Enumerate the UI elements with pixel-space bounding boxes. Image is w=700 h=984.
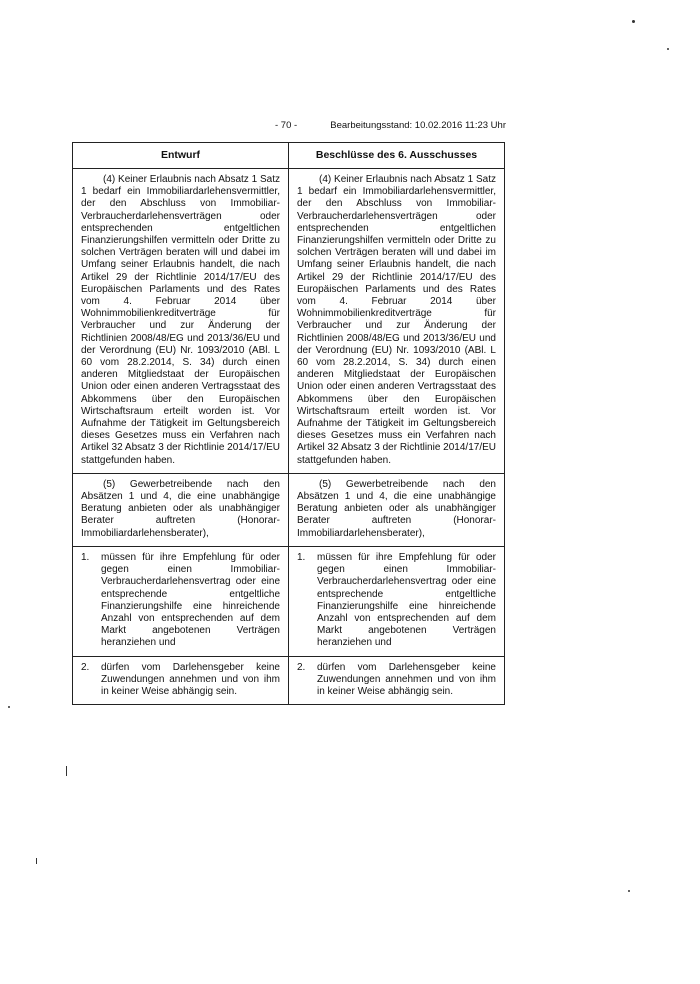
- draft-cell: [73, 169, 289, 474]
- draft-cell: [73, 656, 289, 705]
- list-item: [297, 552, 496, 650]
- paragraph-5-draft: (5) Gewerbetreibende nach den Absätzen 1 und 4, die eine unabhängige Beratung anbieten oder als unabhängiger Berater auftreten (Honorar-Immobiliardarlehensberater),: [81, 478, 280, 539]
- item-2-committee: dürfen vom Darlehensgeber keine Zuwendungen annehmen und von ihm in keiner Weise abhängig sein.: [317, 661, 496, 697]
- list-item: [81, 662, 280, 699]
- item-2-draft: dürfen vom Darlehensgeber keine Zuwendungen annehmen und von ihm in keiner Weise abhängig sein.: [101, 661, 280, 697]
- committee-cell: [289, 656, 505, 705]
- draft-cell: [73, 473, 289, 546]
- committee-cell: [289, 546, 505, 656]
- scan-speck: [628, 890, 630, 892]
- item-number: 2.: [81, 661, 90, 673]
- synopsis-table: [72, 142, 505, 705]
- scan-speck: [8, 706, 10, 708]
- table-header-row: [73, 143, 505, 169]
- item-number: 1.: [297, 551, 306, 563]
- scan-speck: [632, 20, 635, 23]
- paragraph-4-committee: (4) Keiner Erlaubnis nach Absatz 1 Satz 1 bedarf ein Immobiliardarlehensvermittler, der den Abschluss von Immobiliar-Verbraucherdarlehensverträgen oder entsprechenden entgeltlichen Finanzierungshilfen vermitteln oder Dritte zu solchen Verträgen beraten will und dabei im Umfang seiner Erlaubnis handelt, die nach Artikel 29 der Richtlinie 2014/17/EU des Europäischen Parlaments und des Rates vom 4. Februar 2014 über Wohnimmobilienkreditverträge für Verbraucher und zur Änderung der Richtlinien 2008/48/EG und 2013/36/EU und der Verordnung (EU) Nr. 1093/2010 (ABl. L 60 vom 28.2.2014, S. 34) durch einen anderen Mitgliedstaat der Europäischen Union oder einen anderen Vertragsstaat des Abkommens über den Europäischen Wirtschaftsraum erteilt worden ist. Vor Aufnahme der Tätigkeit im Geltungsbereich dieses Gesetzes muss ein Verfahren nach Artikel 32 Absatz 3 der Richtlinie 2014/17/EU stattgefunden haben.: [297, 174, 496, 466]
- item-number: 1.: [81, 551, 90, 563]
- page-number: - 70 -: [275, 120, 298, 131]
- committee-cell: [289, 169, 505, 474]
- table-row: [73, 473, 505, 546]
- scan-speck: [667, 48, 669, 50]
- draft-cell: [73, 546, 289, 656]
- column-header-draft: Entwurf: [73, 143, 289, 169]
- page-header: [70, 120, 506, 136]
- table-row: [73, 656, 505, 705]
- table-row: [73, 169, 505, 474]
- item-1-draft: müssen für ihre Empfehlung für oder gegen einen Immobiliar-Verbraucherdarlehensvertrag oder eine entsprechende entgeltliche Finanzierungshilfe eine hinreichende Anzahl von entsprechenden auf dem Markt angebotenen Verträgen heranziehen und: [101, 551, 280, 649]
- column-header-committee: Beschlüsse des 6. Ausschusses: [289, 143, 505, 169]
- committee-cell: [289, 473, 505, 546]
- scan-speck: [66, 766, 67, 776]
- revision-status: Bearbeitungsstand: 10.02.2016 11:23 Uhr: [330, 120, 506, 131]
- paragraph-4-draft: (4) Keiner Erlaubnis nach Absatz 1 Satz 1 bedarf ein Immobiliardarlehensvermittler, der den Abschluss von Immobiliar-Verbraucherdarlehensverträgen oder entsprechenden entgeltlichen Finanzierungshilfen vermitteln oder Dritte zu solchen Verträgen beraten will und dabei im Umfang seiner Erlaubnis handelt, die nach Artikel 29 der Richtlinie 2014/17/EU des Europäischen Parlaments und des Rates vom 4. Februar 2014 über Wohnimmobilienkreditverträge für Verbraucher und zur Änderung der Richtlinien 2008/48/EG und 2013/36/EU und der Verordnung (EU) Nr. 1093/2010 (ABl. L 60 vom 28.2.2014, S. 34) durch einen anderen Mitgliedstaat der Europäischen Union oder einen anderen Vertragsstaat des Abkommens über den Europäischen Wirtschaftsraum erteilt worden ist. Vor Aufnahme der Tätigkeit im Geltungsbereich dieses Gesetzes muss ein Verfahren nach Artikel 32 Absatz 3 der Richtlinie 2014/17/EU stattgefunden haben.: [81, 174, 280, 466]
- item-number: 2.: [297, 661, 306, 673]
- list-item: [297, 662, 496, 699]
- item-1-committee: müssen für ihre Empfehlung für oder gegen einen Immobiliar-Verbraucherdarlehensvertrag oder eine entsprechende entgeltliche Finanzierungshilfe eine hinreichende Anzahl von entsprechenden auf dem Markt angebotenen Verträgen heranziehen und: [317, 551, 496, 649]
- list-item: [81, 552, 280, 650]
- scan-speck: [36, 858, 37, 864]
- paragraph-5-committee: (5) Gewerbetreibende nach den Absätzen 1 und 4, die eine unabhängige Beratung anbieten oder als unabhängiger Berater auftreten (Honorar-Immobiliardarlehensberater),: [297, 478, 496, 539]
- table-row: [73, 546, 505, 656]
